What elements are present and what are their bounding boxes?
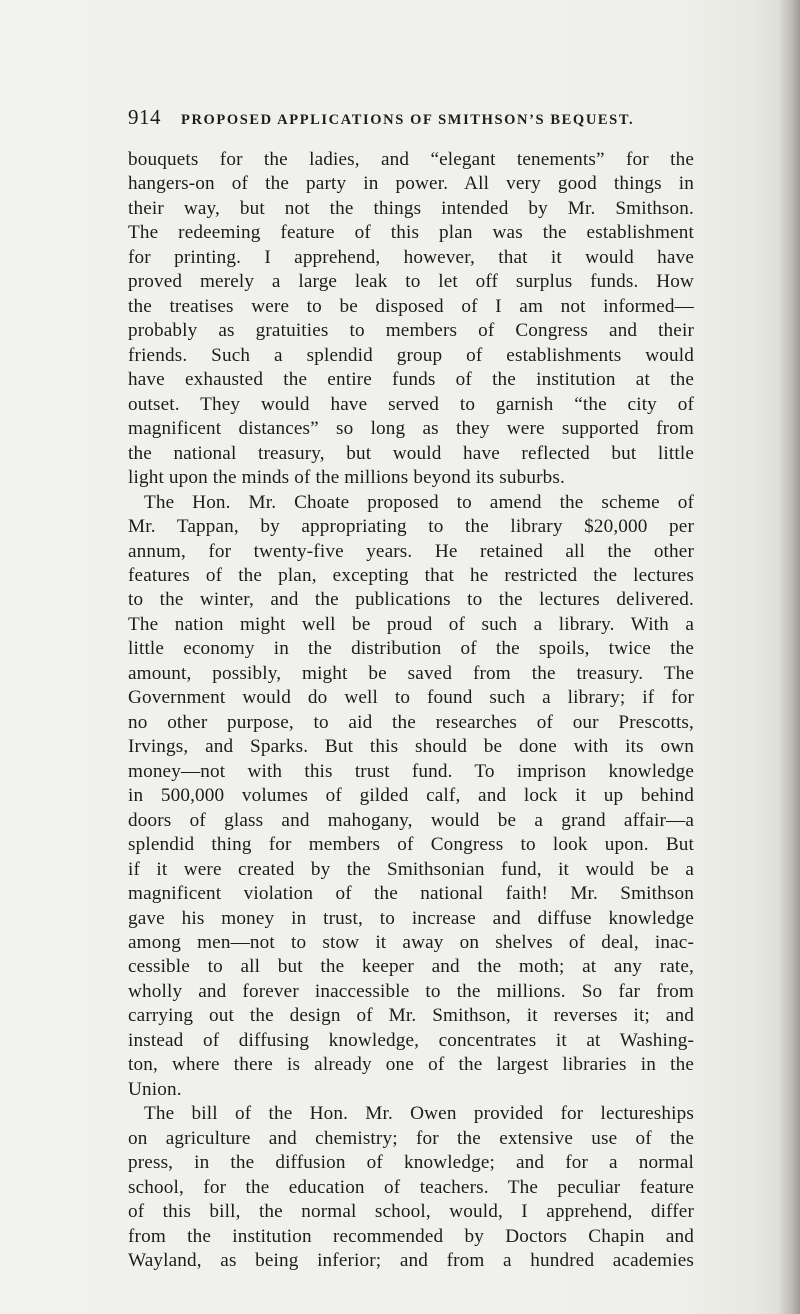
body-text <box>128 148 694 1274</box>
text-line: to the winter, and the publications to the lectures delivered. <box>128 589 694 611</box>
text-line: The nation might well be proud of such a library. With a <box>128 613 694 635</box>
text-line: cessible to all but the keeper and the moth; at any rate, <box>128 956 694 978</box>
text-line: no other purpose, to aid the researches of our Prescotts, <box>128 711 694 733</box>
text-line: on agriculture and chemistry; for the extensive use of the <box>128 1127 694 1149</box>
text-line: Irvings, and Sparks. But this should be done with its own <box>128 736 694 758</box>
text-line: bouquets for the ladies, and “elegant tenements” for the <box>128 149 694 170</box>
text-line: probably as gratuities to members of Congress and their <box>128 320 694 342</box>
text-line: The bill of the Hon. Mr. Owen provided for lectureships <box>144 1103 694 1125</box>
text-line: hangers-on of the party in power. All very good things in <box>128 173 694 195</box>
text-line: carrying out the design of Mr. Smithson, it reverses it; and <box>128 1005 694 1027</box>
text-line: The Hon. Mr. Choate proposed to amend the scheme of <box>144 491 694 513</box>
text-line: splendid thing for members of Congress to look upon. But <box>128 834 694 856</box>
text-line: from the institution recommended by Doctors Chapin and <box>128 1225 694 1247</box>
text-line: Mr. Tappan, by appropriating to the library $20,000 per <box>128 516 694 538</box>
text-line: outset. They would have served to garnish “the city of <box>128 393 694 415</box>
text-line: doors of glass and mahogany, would be a grand affair—a <box>128 809 694 831</box>
text-line: friends. Such a splendid group of establishments would <box>128 344 694 366</box>
text-line: features of the plan, excepting that he restricted the lectures <box>128 564 694 586</box>
text-line: in 500,000 volumes of gilded calf, and lock it up behind <box>128 785 694 807</box>
text-line: press, in the diffusion of knowledge; and for a normal <box>128 1152 694 1174</box>
text-line: The redeeming feature of this plan was the establishment <box>128 222 694 244</box>
text-line: the treatises were to be disposed of I am not informed— <box>128 295 694 317</box>
binding-gutter-shadow <box>778 0 800 1314</box>
text-line: school, for the education of teachers. The peculiar feature <box>128 1176 694 1198</box>
text-line: light upon the minds of the millions beyond its suburbs. <box>128 467 565 489</box>
text-line: if it were created by the Smithsonian fund, it would be a <box>128 858 694 880</box>
page-number: 914 <box>128 105 161 129</box>
text-line: gave his money in trust, to increase and diffuse knowledge <box>128 907 694 929</box>
text-line: for printing. I apprehend, however, that it would have <box>128 246 694 268</box>
text-line: wholly and forever inaccessible to the millions. So far from <box>128 980 694 1002</box>
text-line: little economy in the distribution of the spoils, twice the <box>128 638 694 660</box>
text-line: magnificent violation of the national faith! Mr. Smithson <box>128 883 694 905</box>
text-line: instead of diffusing knowledge, concentrates it at Washing- <box>128 1029 694 1051</box>
text-line: their way, but not the things intended by Mr. Smithson. <box>128 197 694 219</box>
text-line: magnificent distances” so long as they were supported from <box>128 418 694 440</box>
running-head <box>128 105 688 133</box>
text-line: amount, possibly, might be saved from the treasury. The <box>128 662 694 684</box>
text-line: Government would do well to found such a library; if for <box>128 687 694 709</box>
text-line: money—not with this trust fund. To imprison knowledge <box>128 760 694 782</box>
text-line: annum, for twenty-five years. He retained all the other <box>128 540 694 562</box>
text-line: Union. <box>128 1078 182 1100</box>
text-line: ton, where there is already one of the largest libraries in the <box>128 1054 694 1076</box>
text-line: the national treasury, but would have reflected but little <box>128 442 694 464</box>
text-line: proved merely a large leak to let off surplus funds. How <box>128 271 694 293</box>
running-title: PROPOSED APPLICATIONS OF SMITHSON’S BEQUEST. <box>181 112 635 128</box>
text-line: Wayland, as being inferior; and from a hundred academies <box>128 1250 694 1272</box>
text-line: have exhausted the entire funds of the institution at the <box>128 369 694 391</box>
text-line: among men—not to stow it away on shelves of deal, inac- <box>128 932 694 953</box>
text-line: of this bill, the normal school, would, I apprehend, differ <box>128 1201 694 1223</box>
